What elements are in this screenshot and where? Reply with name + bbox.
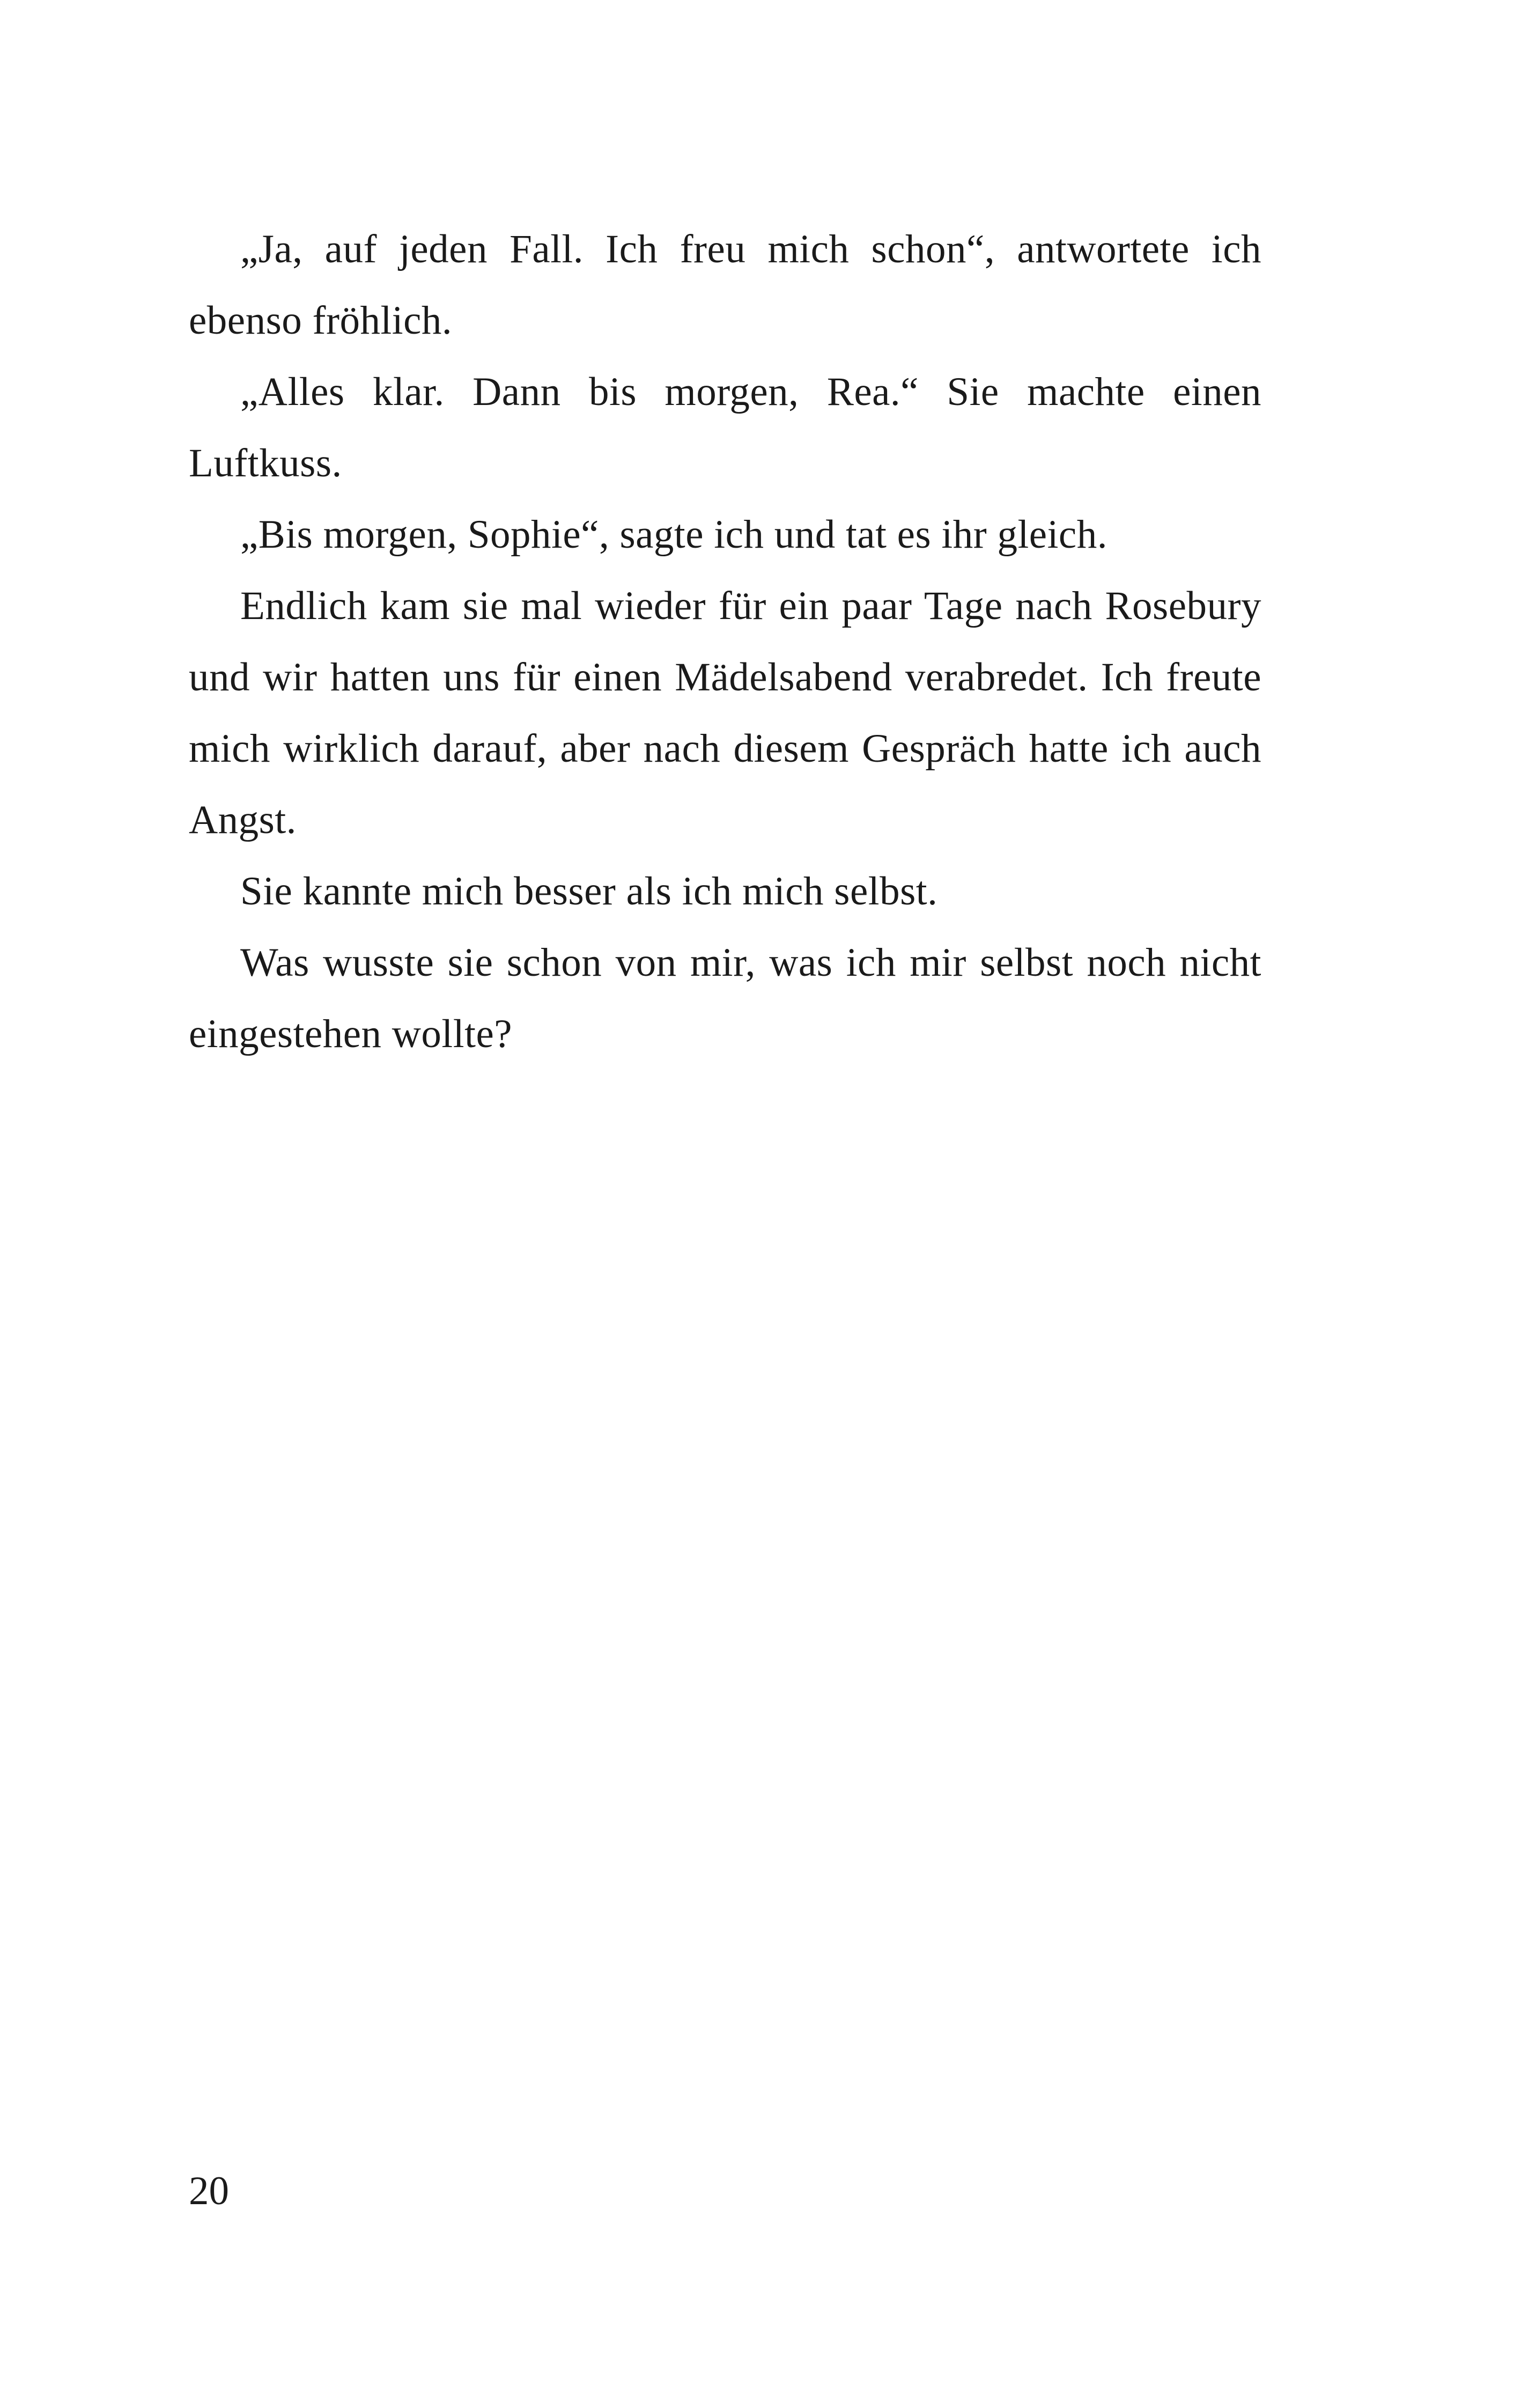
paragraph: „Bis morgen, Sophie“, sagte ich und tat es ihr gleich. bbox=[240, 512, 1107, 557]
paragraph: Endlich kam sie mal wieder für ein paar Tage nach Rosebury und wir hatten uns für einen Mädelsabend verabredet. Ich freute mich wirklich darauf, aber nach diesem Gespräch hatte ich auch Angst. bbox=[189, 584, 1261, 842]
paragraph: Sie kannte mich besser als ich mich selbst. bbox=[240, 869, 938, 914]
paragraph: „Alles klar. Dann bis morgen, Rea.“ Sie machte einen Luftkuss. bbox=[189, 370, 1261, 485]
paragraph: Was wusste sie schon von mir, was ich mir selbst noch nicht eingestehen wollte? bbox=[189, 940, 1261, 1056]
body-text bbox=[189, 213, 1261, 1070]
paragraph: „Ja, auf jeden Fall. Ich freu mich schon“, antwortete ich ebenso fröhlich. bbox=[189, 227, 1261, 343]
page-number: 20 bbox=[189, 2169, 229, 2213]
